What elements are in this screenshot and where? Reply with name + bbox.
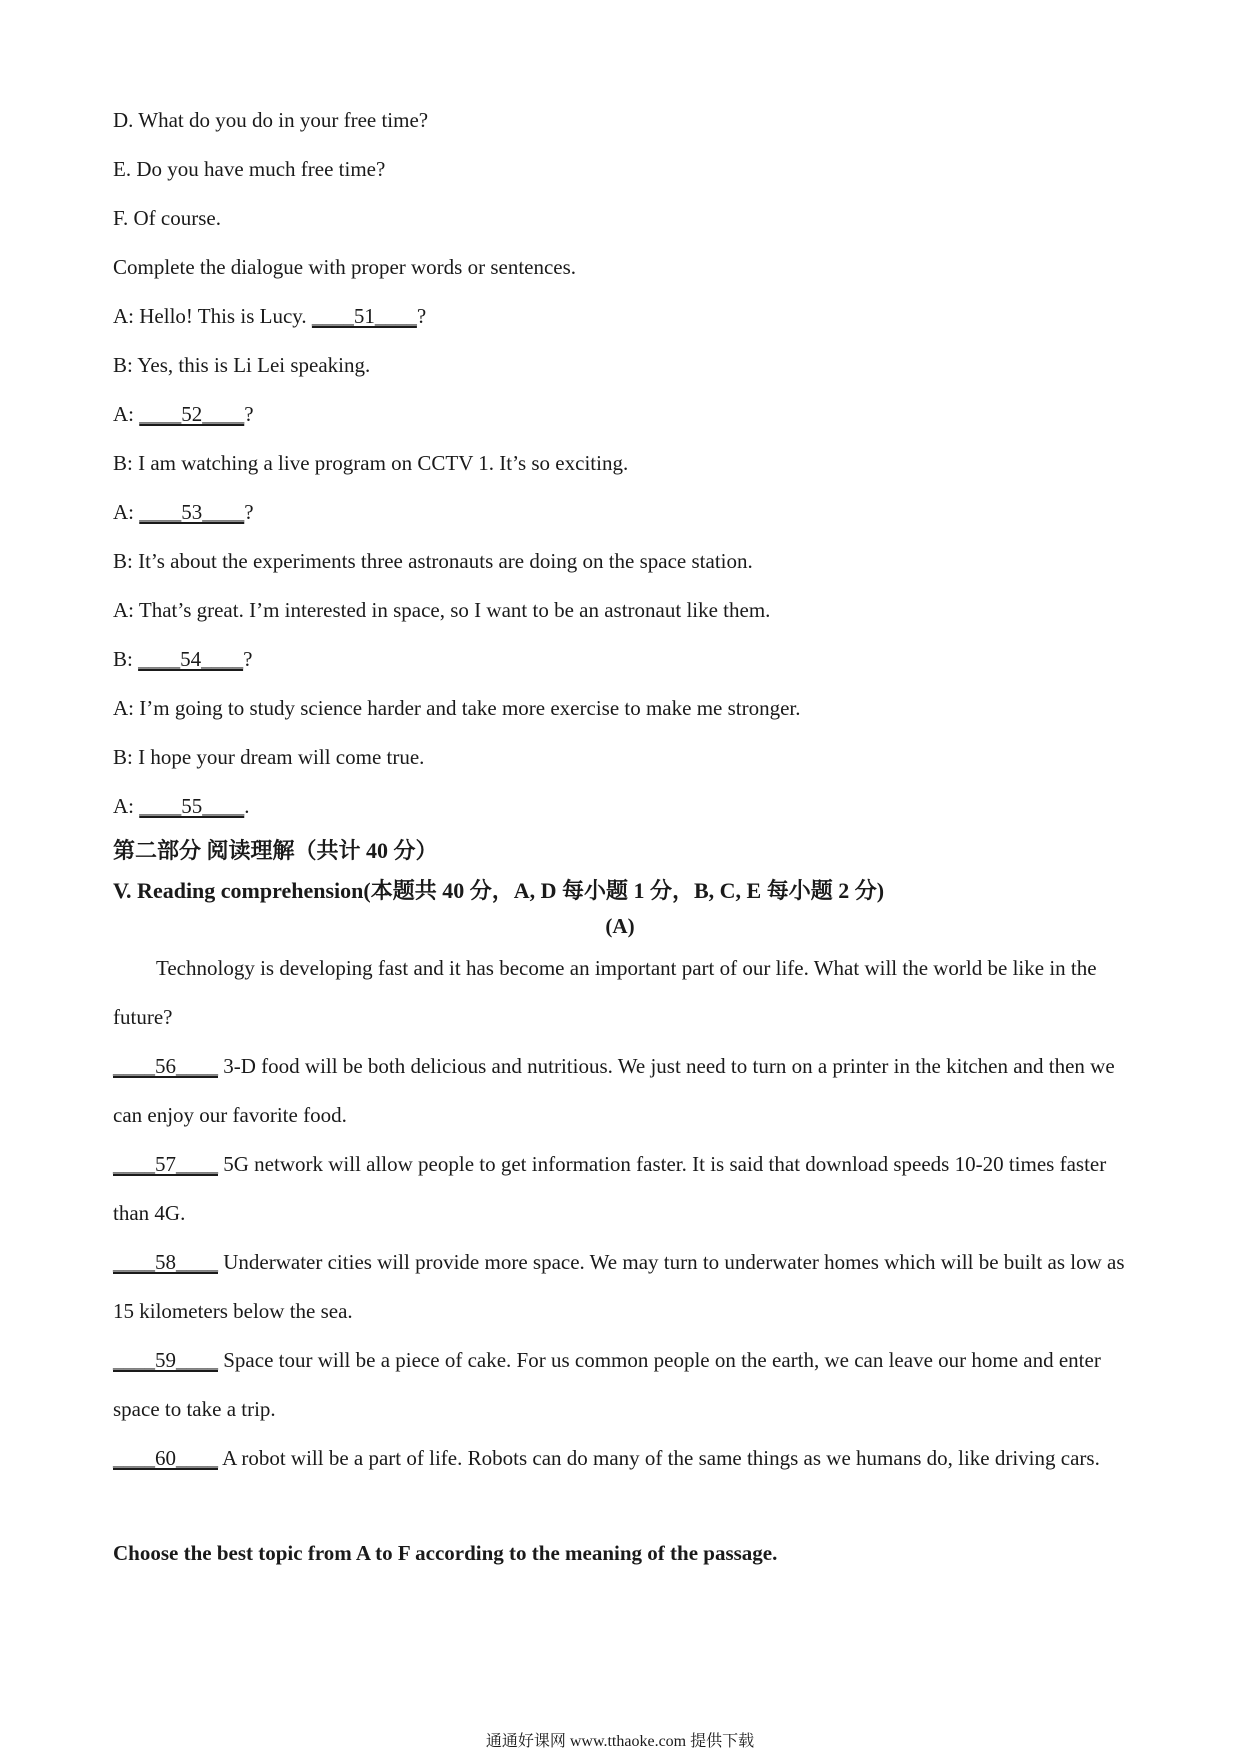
option-f: F. Of course. bbox=[113, 206, 221, 230]
answer-blank-60: ____60____ bbox=[113, 1446, 218, 1470]
dialogue-text: A: bbox=[113, 402, 140, 426]
choose-instruction: Choose the best topic from A to F according to the meaning of the passage. bbox=[113, 1541, 778, 1565]
dialogue-line bbox=[113, 597, 770, 623]
answer-blank-59: ____59____ bbox=[113, 1348, 218, 1372]
passage-intro: Technology is developing fast and it has become an important part of our life. What will the world be like in the future? bbox=[113, 956, 1097, 1029]
dialogue-line bbox=[113, 744, 424, 770]
dialogue-text: A: I’m going to study science harder and take more exercise to make me stronger. bbox=[113, 696, 801, 720]
passage-item-text: 5G network will allow people to get information faster. It is said that download speeds 10-20 times faster than 4G. bbox=[113, 1152, 1107, 1225]
answer-blank-53: ____53____ bbox=[139, 500, 245, 524]
dialogue-text: A: bbox=[113, 794, 140, 818]
answer-blank-58: ____58____ bbox=[113, 1250, 218, 1274]
dialogue-text: A: bbox=[113, 500, 140, 524]
passage-a-label: (A) bbox=[605, 914, 635, 938]
dialogue-line bbox=[113, 303, 426, 329]
dialogue-text: A: Hello! This is Lucy. bbox=[113, 304, 312, 328]
answer-blank-51: ____51____ bbox=[311, 304, 417, 328]
passage-item-56 bbox=[113, 1042, 1133, 1140]
dialogue-text: B: I am watching a live program on CCTV 1. It’s so exciting. bbox=[113, 451, 629, 475]
dialogue-line bbox=[113, 695, 801, 721]
part-two-title: 第二部分 阅读理解（共计 40 分） bbox=[113, 838, 438, 863]
dialogue-line bbox=[113, 401, 254, 427]
answer-blank-57: ____57____ bbox=[113, 1152, 218, 1176]
passage-item-text: Space tour will be a piece of cake. For us common people on the earth, we can leave our home and enter space to take a trip. bbox=[113, 1348, 1101, 1421]
dialogue-punct: . bbox=[244, 794, 250, 818]
dialogue-text: B: I hope your dream will come true. bbox=[113, 745, 425, 769]
answer-blank-54: ____54____ bbox=[138, 647, 244, 671]
dialogue-line bbox=[113, 646, 252, 672]
dialogue-line bbox=[113, 548, 753, 574]
page-footer: 通通好课网 www.tthaoke.com 提供下载 bbox=[485, 1733, 755, 1750]
passage-item-60 bbox=[113, 1434, 1133, 1483]
dialogue-text: B: bbox=[113, 647, 139, 671]
dialogue-instruction: Complete the dialogue with proper words or sentences. bbox=[113, 255, 577, 279]
passage-item-59 bbox=[113, 1336, 1133, 1434]
passage-item-58 bbox=[113, 1238, 1133, 1336]
dialogue-punct: ? bbox=[243, 647, 253, 671]
passage-item-text: 3-D food will be both delicious and nutritious. We just need to turn on a printer in the kitchen and then we can enjoy our favorite food. bbox=[113, 1054, 1115, 1127]
dialogue-punct: ? bbox=[244, 500, 254, 524]
dialogue-text: B: Yes, this is Li Lei speaking. bbox=[113, 353, 371, 377]
answer-blank-52: ____52____ bbox=[139, 402, 245, 426]
option-d: D. What do you do in your free time? bbox=[113, 108, 429, 132]
passage-item-text: Underwater cities will provide more space. We may turn to underwater homes which will be built as low as 15 kilometers below the sea. bbox=[113, 1250, 1125, 1323]
answer-blank-56: ____56____ bbox=[113, 1054, 218, 1078]
dialogue-text: B: It’s about the experiments three astronauts are doing on the space station. bbox=[113, 549, 753, 573]
dialogue-line bbox=[113, 499, 254, 525]
dialogue-punct: ? bbox=[416, 304, 427, 328]
dialogue-line bbox=[113, 450, 628, 476]
option-e: E. Do you have much free time? bbox=[113, 157, 386, 181]
dialogue-line bbox=[113, 352, 370, 378]
dialogue-punct: ? bbox=[244, 402, 254, 426]
passage-item-57 bbox=[113, 1140, 1133, 1238]
answer-blank-55: ____55____ bbox=[139, 794, 245, 818]
dialogue-line bbox=[113, 793, 250, 819]
section-v-title: V. Reading comprehension(本题共 40 分，A, D 每小题 1 分，B, C, E 每小题 2 分) bbox=[113, 878, 885, 903]
dialogue-text: A: That’s great. I’m interested in space, so I want to be an astronaut like them. bbox=[113, 598, 771, 622]
passage-item-text: A robot will be a part of life. Robots can do many of the same things as we humans do, like driving cars. bbox=[218, 1446, 1100, 1470]
